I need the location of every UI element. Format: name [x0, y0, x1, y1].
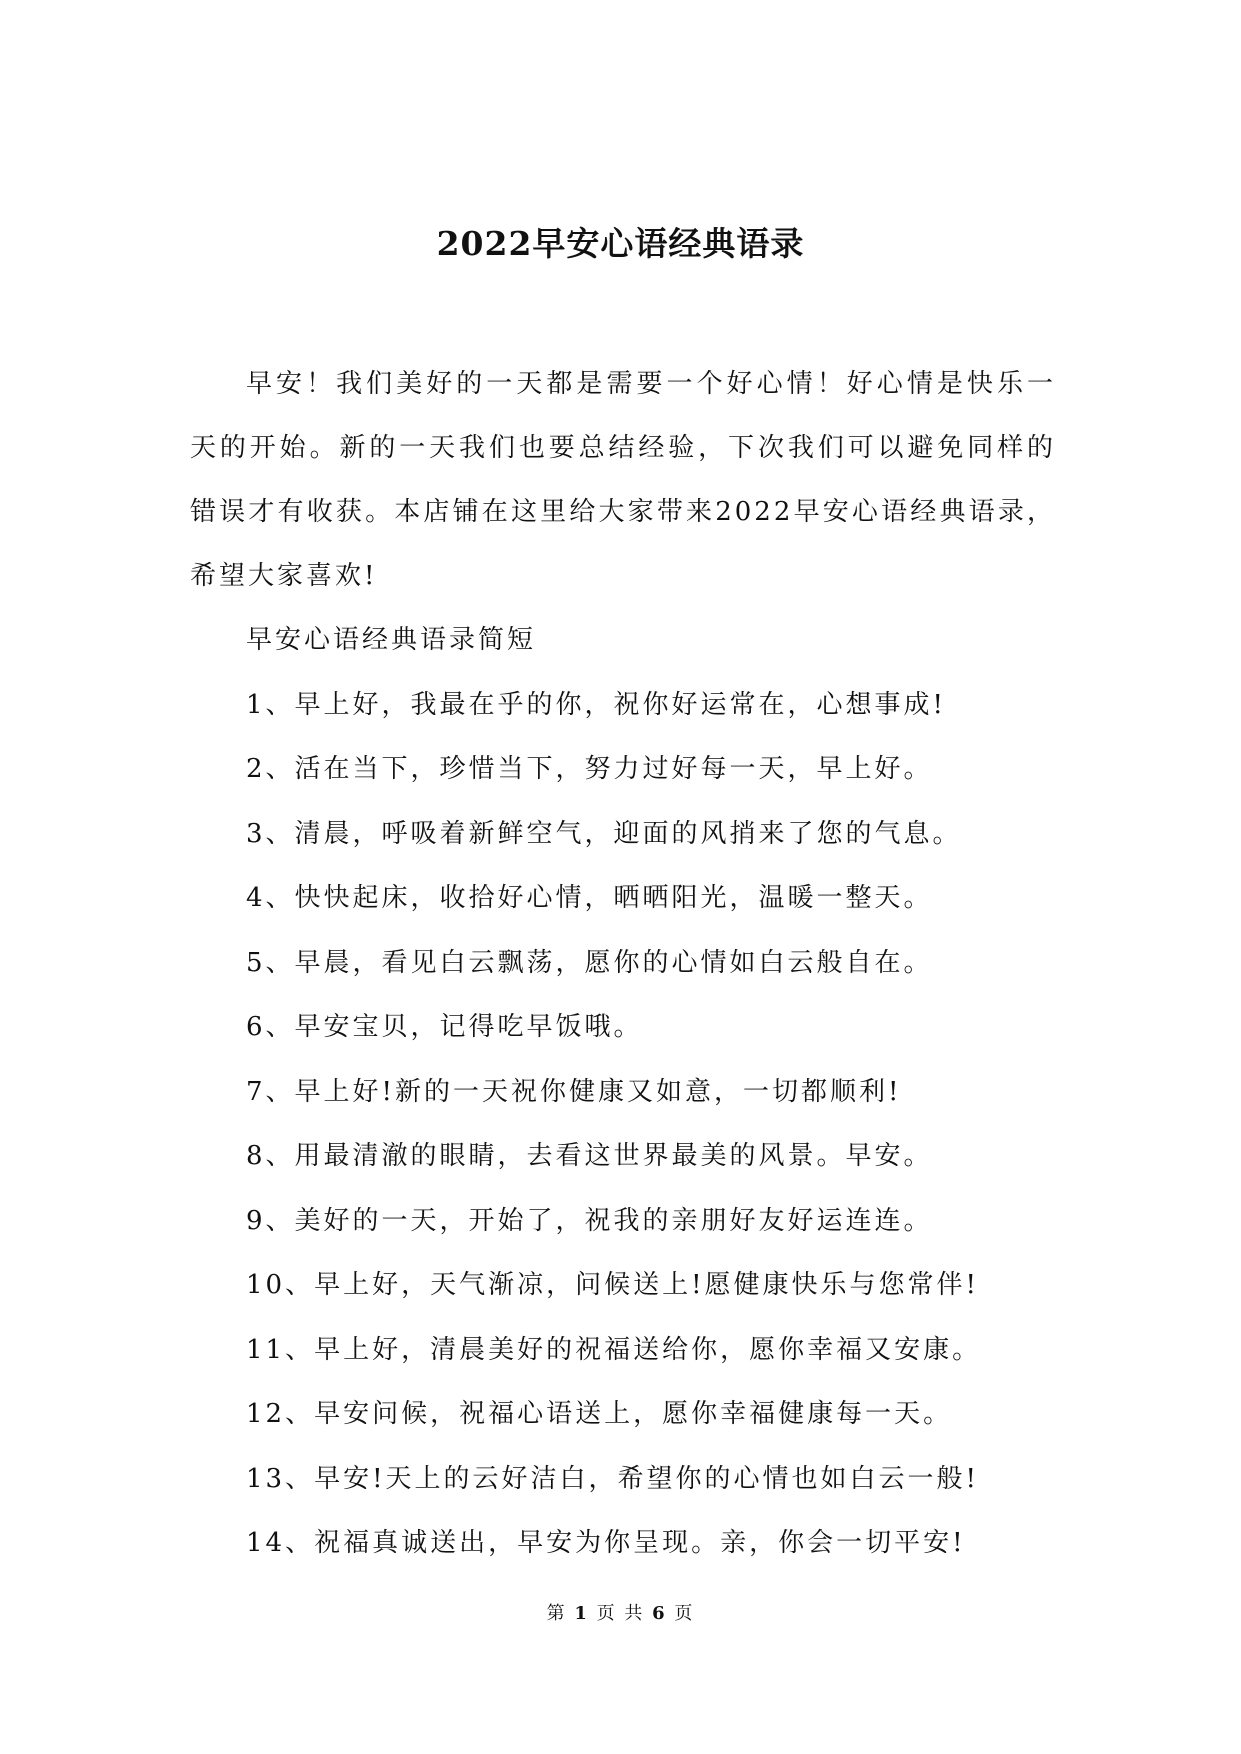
page-title: 2022早安心语经典语录 — [436, 224, 805, 263]
page-footer — [0, 1602, 1241, 1626]
quote-line: 5、早晨，看见白云飘荡，愿你的心情如白云般自在。 — [246, 947, 933, 978]
document-body — [190, 352, 1056, 1576]
quote-line: 4、快快起床，收拾好心情，晒晒阳光，温暖一整天。 — [246, 883, 933, 913]
quote-line: 11、早上好，清晨美好的祝福送给你，愿你幸福又安康。 — [246, 1334, 982, 1365]
quote-line: 2、活在当下，珍惜当下，努力过好每一天，早上好。 — [246, 754, 933, 784]
section-heading: 早安心语经典语录简短 — [246, 625, 537, 655]
quote-line: 7、早上好!新的一天祝你健康又如意，一切都顺利! — [246, 1076, 902, 1107]
footer-suffix: 页 — [674, 1603, 695, 1624]
quote-line: 12、早安问候，祝福心语送上，愿你幸福健康每一天。 — [246, 1399, 953, 1429]
current-page-number: 1 — [574, 1603, 589, 1624]
intro-paragraph: 早安！我们美好的一天都是需要一个好心情！好心情是快乐一天的开始。新的一天我们也要总结经验，下次我们可以避免同样的错误才有收获。本店铺在这里给大家带来2022早安心语经典语录，希望大家喜欢! — [190, 369, 1056, 591]
quote-line: 14、祝福真诚送出，早安为你呈现。亲，你会一切平安! — [246, 1528, 966, 1558]
footer-middle: 页 共 — [596, 1603, 645, 1624]
footer-prefix: 第 — [546, 1603, 567, 1624]
quote-line: 8、用最清澈的眼睛，去看这世界最美的风景。早安。 — [246, 1141, 933, 1171]
quote-line: 6、早安宝贝，记得吃早饭哦。 — [246, 1012, 643, 1042]
quote-line: 13、早安!天上的云好洁白，希望你的心情也如白云一般! — [246, 1463, 979, 1494]
total-pages-number: 6 — [652, 1603, 667, 1624]
quote-line: 9、美好的一天，开始了，祝我的亲朋好友好运连连。 — [246, 1205, 933, 1236]
quote-line: 10、早上好，天气渐凉，问候送上!愿健康快乐与您常伴! — [246, 1270, 979, 1300]
quote-line: 1、早上好，我最在乎的你，祝你好运常在，心想事成! — [246, 689, 946, 720]
quote-line: 3、清晨，呼吸着新鲜空气，迎面的风捎来了您的气息。 — [246, 818, 962, 849]
